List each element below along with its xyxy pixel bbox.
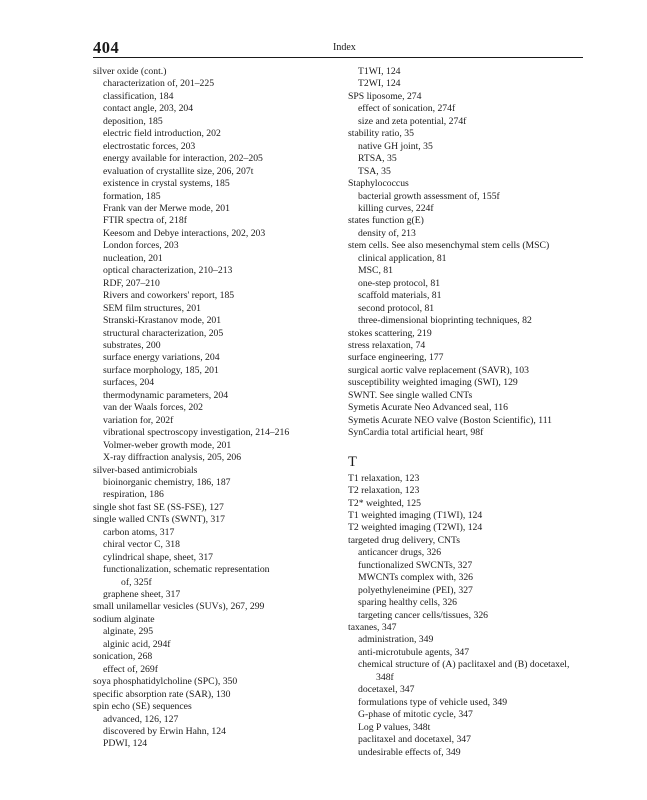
index-entry: stress relaxation, 74 [348, 339, 426, 351]
index-subentry: vibrational spectroscopy investigation, 214–216 [103, 427, 290, 439]
index-entry: T2 relaxation, 123 [348, 485, 420, 497]
index-subentry: substrates, 200 [103, 339, 161, 351]
index-subentry: 348f [376, 671, 394, 683]
index-entry: single walled CNTs (SWNT), 317 [93, 514, 225, 526]
index-subentry: administration, 349 [358, 634, 434, 646]
index-entry: silver-based antimicrobials [93, 464, 198, 476]
index-entry: T2* weighted, 125 [348, 497, 421, 509]
index-subentry: functionalization, schematic representation [103, 564, 270, 576]
index-subentry: paclitaxel and docetaxel, 347 [358, 734, 471, 746]
index-subentry: T1WI, 124 [358, 66, 401, 77]
index-subentry: Keesom and Debye interactions, 202, 203 [103, 227, 266, 239]
index-subentry: docetaxel, 347 [358, 684, 415, 696]
index-subentry: PDWI, 124 [103, 738, 148, 750]
index-subentry: cylindrical shape, sheet, 317 [103, 551, 214, 563]
index-subentry: anticancer drugs, 326 [358, 547, 442, 559]
index-entry: soya phosphatidylcholine (SPC), 350 [93, 676, 238, 688]
index-subentry: characterization of, 201–225 [103, 78, 215, 90]
index-subentry: density of, 213 [358, 227, 416, 239]
index-subentry: contact angle, 203, 204 [103, 103, 194, 115]
index-subentry: chiral vector C, 318 [103, 539, 180, 551]
index-subentry: chemical structure of (A) paclitaxel and (B) docetaxel, [358, 659, 570, 671]
index-entry: single shot fast SE (SS-FSE), 127 [93, 501, 224, 513]
index-entry: susceptibility weighted imaging (SWI), 129 [348, 377, 518, 389]
page-header [93, 38, 583, 58]
index-subentry: killing curves, 224f [358, 202, 434, 214]
index-entry: small unilamellar vesicles (SUVs), 267, 299 [93, 601, 265, 613]
index-entry: Symetis Acurate NEO valve (Boston Scientific), 111 [348, 414, 553, 426]
index-subentry: Stranski-Krastanov mode, 201 [103, 315, 222, 327]
index-subentry: surfaces, 204 [103, 377, 155, 389]
index-subentry: FTIR spectra of, 218f [103, 215, 187, 227]
index-entry: surface engineering, 177 [348, 352, 444, 364]
index-subentry: deposition, 185 [103, 115, 163, 127]
index-subentry: existence in crystal systems, 185 [103, 178, 230, 190]
index-subentry: one-step protocol, 81 [358, 277, 441, 289]
index-subentry: graphene sheet, 317 [103, 589, 181, 601]
index-subentry: energy available for interaction, 202–205 [103, 153, 263, 165]
index-entry: stokes scattering, 219 [348, 327, 432, 339]
index-column-right [348, 66, 593, 759]
index-subentry: advanced, 126, 127 [103, 713, 179, 725]
index-entry: Symetis Acurate Neo Advanced seal, 116 [348, 402, 508, 414]
index-subentry: effect of, 269f [103, 663, 158, 675]
index-subentry: London forces, 203 [103, 240, 179, 252]
index-subentry: MWCNTs complex with, 326 [358, 572, 474, 584]
index-entry: T2 weighted imaging (T2WI), 124 [348, 522, 483, 534]
index-subentry: surface energy variations, 204 [103, 352, 220, 364]
running-head: Index [333, 42, 356, 53]
index-entry: states function g(E) [348, 215, 424, 227]
index-subentry: alginate, 295 [103, 626, 154, 638]
index-subentry: second protocol, 81 [358, 302, 435, 314]
index-subentry: respiration, 186 [103, 489, 164, 501]
index-entry: spin echo (SE) sequences [93, 701, 192, 713]
index-subentry: nucleation, 201 [103, 252, 163, 264]
index-subentry: T2WI, 124 [358, 78, 401, 90]
index-subentry: van der Waals forces, 202 [103, 402, 203, 414]
index-subentry: Rivers and coworkers' report, 185 [103, 290, 235, 302]
index-subentry: MSC, 81 [358, 265, 393, 277]
index-subentry: electrostatic forces, 203 [103, 140, 196, 152]
index-subentry: discovered by Erwin Hahn, 124 [103, 726, 226, 738]
index-subentry: size and zeta potential, 274f [358, 115, 467, 127]
index-entry: surgical aortic valve replacement (SAVR), 103 [348, 364, 529, 376]
index-subentry: bioinorganic chemistry, 186, 187 [103, 476, 231, 488]
header-rule [93, 57, 583, 58]
index-subentry: targeting cancer cells/tissues, 326 [358, 609, 489, 621]
index-subentry: of, 325f [121, 576, 152, 588]
index-entry: silver oxide (cont.) [93, 66, 167, 77]
index-subentry: variation for, 202f [103, 414, 174, 426]
index-subentry: formulations type of vehicle used, 349 [358, 696, 508, 708]
index-subentry: classification, 184 [103, 90, 174, 102]
index-subentry: bacterial growth assessment of, 155f [358, 190, 500, 202]
index-entry: stem cells. See also mesenchymal stem cells (MSC) [348, 240, 550, 252]
index-subentry: clinical application, 81 [358, 252, 447, 264]
index-subentry: surface morphology, 185, 201 [103, 364, 219, 376]
index-subentry: Log P values, 348t [358, 721, 431, 733]
index-subentry: undesirable effects of, 349 [358, 746, 461, 758]
index-entry: T1 weighted imaging (T1WI), 124 [348, 509, 483, 521]
index-entry: SWNT. See single walled CNTs [348, 389, 473, 401]
index-subentry: Volmer-weber growth mode, 201 [103, 439, 232, 451]
index-subentry: RTSA, 35 [358, 153, 397, 165]
index-subentry: evaluation of crystallite size, 206, 207t [103, 165, 254, 177]
index-column-left [93, 66, 335, 751]
index-entry: taxanes, 347 [348, 622, 397, 634]
index-subentry: X-ray diffraction analysis, 205, 206 [103, 452, 242, 464]
index-subentry: three-dimensional bioprinting techniques, 82 [358, 315, 532, 327]
page-number: 404 [93, 38, 120, 57]
index-subentry: formation, 185 [103, 190, 161, 202]
index-entry: T1 relaxation, 123 [348, 472, 420, 484]
index-subentry: polyethyleneimine (PEI), 327 [358, 584, 473, 596]
index-entry: stability ratio, 35 [348, 128, 414, 140]
index-subentry: scaffold materials, 81 [358, 290, 442, 302]
index-subentry: Frank van der Merwe mode, 201 [103, 202, 230, 214]
index-entry: sodium alginate [93, 613, 155, 625]
index-subentry: anti-microtubule agents, 347 [358, 646, 470, 658]
section-letter: T [348, 453, 357, 470]
index-subentry: sparing healthy cells, 326 [358, 597, 458, 609]
index-subentry: electric field introduction, 202 [103, 128, 221, 140]
index-entry: sonication, 268 [93, 651, 153, 663]
index-entry: SynCardia total artificial heart, 98f [348, 427, 484, 439]
index-subentry: structural characterization, 205 [103, 327, 224, 339]
index-subentry: G-phase of mitotic cycle, 347 [358, 709, 473, 721]
index-subentry: alginic acid, 294f [103, 638, 171, 650]
index-subentry: native GH joint, 35 [358, 140, 433, 152]
index-entry: SPS liposome, 274 [348, 90, 422, 102]
index-subentry: optical characterization, 210–213 [103, 265, 233, 277]
index-entry: Staphylococcus [348, 178, 409, 190]
index-subentry: TSA, 35 [358, 165, 391, 177]
index-subentry: RDF, 207–210 [103, 277, 160, 289]
index-entry: specific absorption rate (SAR), 130 [93, 688, 231, 700]
index-subentry: SEM film structures, 201 [103, 302, 201, 314]
index-subentry: carbon atoms, 317 [103, 526, 175, 538]
index-entry: targeted drug delivery, CNTs [348, 534, 461, 546]
index-subentry: functionalized SWCNTs, 327 [358, 559, 473, 571]
index-subentry: thermodynamic parameters, 204 [103, 389, 229, 401]
index-subentry: effect of sonication, 274f [358, 103, 456, 115]
